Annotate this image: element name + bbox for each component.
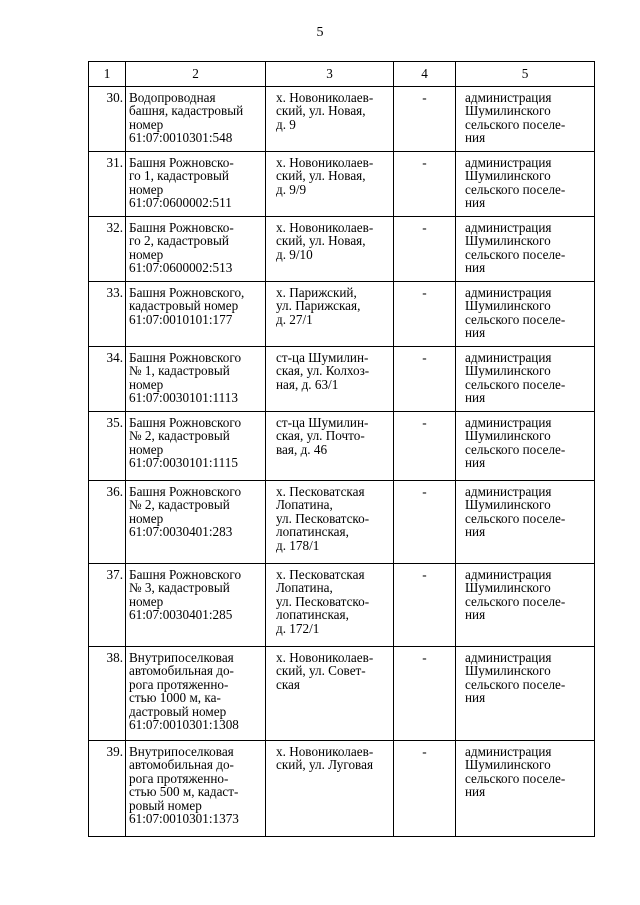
address-line: х. Новониколаев- [276, 155, 374, 170]
object-name-cell [126, 152, 266, 217]
address-line: х. Песковатская [276, 484, 365, 499]
owner-cell [456, 647, 595, 741]
owner-line: администрация [465, 484, 552, 499]
address-line: Лопатина, [276, 497, 333, 513]
object-name-line: 61:07:0600002:513 [129, 260, 233, 276]
owner-line: администрация [465, 90, 552, 105]
row-number-cell [89, 217, 126, 282]
object-name-line: Башня Рожновско- [129, 155, 234, 170]
owner-line: администрация [465, 220, 552, 235]
owner-line: Шумилинского [465, 663, 551, 679]
address-cell [266, 282, 394, 347]
owner-line: ния [465, 325, 486, 341]
object-name-line: № 2, кадастровый [129, 497, 230, 513]
column-header: 4 [394, 62, 456, 87]
object-name-line: го 1, кадастровый [129, 168, 229, 184]
object-name-line: рога протяженно- [129, 770, 229, 786]
owner-line: ния [465, 524, 486, 540]
owner-line: Шумилинского [465, 298, 551, 314]
object-name-line: № 3, кадастровый [129, 580, 230, 596]
object-name-line: стью 500 м, кадаст- [129, 784, 239, 800]
owner-cell [456, 217, 595, 282]
object-name-line: дастровый номер [129, 703, 227, 719]
address-line: д. 27/1 [276, 311, 313, 327]
address-line: х. Песковатская [276, 567, 365, 582]
column-4-value: - [422, 350, 427, 365]
owner-line: Шумилинского [465, 757, 551, 773]
object-name-line: 61:07:0030101:1113 [129, 390, 238, 406]
table-row [89, 217, 595, 282]
column-4-value: - [422, 90, 427, 105]
address-line: ский, ул. Новая, [276, 103, 366, 119]
row-number-cell [89, 741, 126, 837]
address-line: ский, ул. Новая, [276, 168, 366, 184]
object-name-line: Внутрипоселковая [129, 744, 234, 759]
table-row [89, 152, 595, 217]
column-4-value: - [422, 220, 427, 235]
object-name-line: № 2, кадастровый [129, 428, 230, 444]
row-number: 32. [106, 220, 123, 235]
page-number: 5 [316, 25, 324, 40]
object-name-cell [126, 564, 266, 647]
address-cell [266, 564, 394, 647]
address-line: лопатинская, [276, 524, 349, 540]
column-4-value: - [422, 285, 427, 300]
address-line: д. 9 [276, 116, 296, 132]
address-cell [266, 412, 394, 481]
address-line: ст-ца Шумилин- [276, 415, 369, 430]
table-row [89, 87, 595, 152]
object-name-line: Башня Рожновского [129, 484, 242, 499]
table-body [89, 87, 595, 837]
object-name-line: номер [129, 116, 164, 132]
address-line: лопатинская, [276, 607, 349, 623]
owner-line: сельского поселе- [465, 441, 566, 457]
object-name-line: 61:07:0030401:285 [129, 607, 233, 623]
owner-line: ния [465, 607, 486, 623]
object-name-line: 61:07:0010301:1373 [129, 811, 239, 827]
object-name-line: 61:07:0030401:283 [129, 524, 233, 540]
column-header: 3 [266, 62, 394, 87]
object-name-line: 61:07:0600002:511 [129, 195, 232, 211]
owner-cell [456, 152, 595, 217]
object-name-line: Башня Рожновского [129, 567, 242, 582]
owner-line: администрация [465, 155, 552, 170]
object-name-line: номер [129, 181, 164, 197]
object-name-line: № 1, кадастровый [129, 363, 230, 379]
address-line: ская, ул. Колхоз- [276, 363, 370, 379]
owner-line: сельского поселе- [465, 246, 566, 262]
address-line: х. Новониколаев- [276, 90, 374, 105]
address-line: ул. Песковатско- [276, 593, 370, 609]
object-name-cell [126, 217, 266, 282]
object-name-cell [126, 87, 266, 152]
column-4-cell [394, 647, 456, 741]
address-line: ский, ул. Луговая [276, 757, 374, 773]
table-row [89, 347, 595, 412]
column-4-cell [394, 282, 456, 347]
owner-line: сельского поселе- [465, 116, 566, 132]
table-row [89, 647, 595, 741]
owner-line: Шумилинского [465, 580, 551, 596]
owner-cell [456, 741, 595, 837]
address-cell [266, 152, 394, 217]
object-name-cell [126, 647, 266, 741]
column-4-value: - [422, 415, 427, 430]
owner-line: администрация [465, 285, 552, 300]
object-name-line: Башня Рожновского [129, 350, 242, 365]
owner-line: сельского поселе- [465, 181, 566, 197]
address-line: х. Новониколаев- [276, 744, 374, 759]
column-4-cell [394, 347, 456, 412]
owner-line: ния [465, 390, 486, 406]
row-number: 30. [106, 90, 123, 105]
address-line: д. 178/1 [276, 537, 320, 553]
row-number: 35. [106, 415, 123, 430]
address-line: ская, ул. Почто- [276, 428, 365, 444]
object-name-line: номер [129, 510, 164, 526]
address-line: д. 9/10 [276, 246, 313, 262]
object-name-cell [126, 282, 266, 347]
table-row [89, 481, 595, 564]
object-name-line: Внутрипоселковая [129, 650, 234, 665]
owner-line: Шумилинского [465, 363, 551, 379]
owner-line: Шумилинского [465, 168, 551, 184]
owner-line: сельского поселе- [465, 770, 566, 786]
row-number-cell [89, 282, 126, 347]
owner-line: ния [465, 195, 486, 211]
object-name-cell [126, 741, 266, 837]
row-number: 38. [106, 650, 123, 665]
object-name-line: Башня Рожновского [129, 415, 242, 430]
address-line: х. Парижский, [276, 285, 357, 300]
owner-cell [456, 347, 595, 412]
row-number-cell [89, 152, 126, 217]
row-number-cell [89, 347, 126, 412]
object-name-line: Башня Рожновского, [129, 285, 245, 300]
row-number: 39. [106, 744, 123, 759]
owner-line: ния [465, 130, 486, 146]
object-name-line: башня, кадастровый [129, 103, 244, 119]
address-cell [266, 741, 394, 837]
address-line: Лопатина, [276, 580, 333, 596]
row-number: 36. [106, 484, 123, 499]
owner-cell [456, 87, 595, 152]
column-4-value: - [422, 567, 427, 582]
object-name-cell [126, 347, 266, 412]
owner-line: администрация [465, 350, 552, 365]
object-name-line: Башня Рожновско- [129, 220, 234, 235]
object-name-line: номер [129, 246, 164, 262]
object-name-line: Водопроводная [129, 90, 216, 105]
address-line: д. 9/9 [276, 181, 307, 197]
owner-line: ния [465, 690, 486, 706]
object-name-line: кадастровый номер [129, 298, 239, 314]
owner-cell [456, 481, 595, 564]
owner-line: сельского поселе- [465, 311, 566, 327]
owner-line: Шумилинского [465, 497, 551, 513]
owner-line: Шумилинского [465, 428, 551, 444]
owner-cell [456, 412, 595, 481]
owner-line: сельского поселе- [465, 510, 566, 526]
object-name-line: автомобильная до- [129, 663, 234, 679]
column-4-cell [394, 412, 456, 481]
column-4-cell [394, 217, 456, 282]
row-number: 31. [106, 155, 123, 170]
address-cell [266, 647, 394, 741]
owner-line: сельского поселе- [465, 676, 566, 692]
object-name-line: рога протяженно- [129, 676, 229, 692]
column-4-cell [394, 741, 456, 837]
address-cell [266, 217, 394, 282]
object-name-line: 61:07:0010301:548 [129, 130, 233, 146]
object-name-line: 61:07:0010101:177 [129, 311, 233, 327]
address-line: ул. Песковатско- [276, 510, 370, 526]
owner-cell [456, 282, 595, 347]
address-line: ский, ул. Новая, [276, 233, 366, 249]
object-name-cell [126, 481, 266, 564]
address-line: ская [276, 676, 300, 692]
table-row [89, 282, 595, 347]
object-name-line: автомобильная до- [129, 757, 234, 773]
owner-line: сельского поселе- [465, 376, 566, 392]
address-cell [266, 347, 394, 412]
owner-line: ния [465, 455, 486, 471]
object-name-line: номер [129, 441, 164, 457]
object-name-line: го 2, кадастровый [129, 233, 229, 249]
owner-line: Шумилинского [465, 103, 551, 119]
row-number-cell [89, 647, 126, 741]
object-name-cell [126, 412, 266, 481]
object-name-line: 61:07:0030101:1115 [129, 455, 238, 471]
table-header-row [89, 62, 595, 87]
column-4-cell [394, 152, 456, 217]
column-4-value: - [422, 484, 427, 499]
table-row [89, 412, 595, 481]
object-name-line: ровый номер [129, 797, 202, 813]
address-line: ная, д. 63/1 [276, 376, 339, 392]
table-row [89, 741, 595, 837]
owner-line: администрация [465, 567, 552, 582]
owner-line: администрация [465, 650, 552, 665]
address-line: д. 172/1 [276, 620, 320, 636]
object-name-line: 61:07:0010301:1308 [129, 717, 239, 733]
row-number: 34. [106, 350, 123, 365]
column-header: 2 [126, 62, 266, 87]
row-number-cell [89, 412, 126, 481]
owner-line: ния [465, 784, 486, 800]
table-row [89, 564, 595, 647]
row-number: 37. [106, 567, 123, 582]
owner-line: Шумилинского [465, 233, 551, 249]
column-4-value: - [422, 155, 427, 170]
row-number-cell [89, 564, 126, 647]
column-4-value: - [422, 744, 427, 759]
owner-cell [456, 564, 595, 647]
address-line: ский, ул. Совет- [276, 663, 366, 679]
object-name-line: стью 1000 м, ка- [129, 690, 221, 706]
address-line: вая, д. 46 [276, 441, 328, 457]
owner-line: администрация [465, 415, 552, 430]
owner-line: ния [465, 260, 486, 276]
column-4-value: - [422, 650, 427, 665]
address-line: ул. Парижская, [276, 298, 361, 314]
property-table [88, 61, 595, 837]
object-name-line: номер [129, 593, 164, 609]
address-line: х. Новониколаев- [276, 220, 374, 235]
address-line: ст-ца Шумилин- [276, 350, 369, 365]
address-line: х. Новониколаев- [276, 650, 374, 665]
column-header: 1 [89, 62, 126, 87]
row-number-cell [89, 481, 126, 564]
object-name-line: номер [129, 376, 164, 392]
owner-line: администрация [465, 744, 552, 759]
column-4-cell [394, 481, 456, 564]
column-4-cell [394, 564, 456, 647]
owner-line: сельского поселе- [465, 593, 566, 609]
row-number: 33. [106, 285, 123, 300]
row-number-cell [89, 87, 126, 152]
address-cell [266, 87, 394, 152]
column-header: 5 [456, 62, 595, 87]
address-cell [266, 481, 394, 564]
column-4-cell [394, 87, 456, 152]
